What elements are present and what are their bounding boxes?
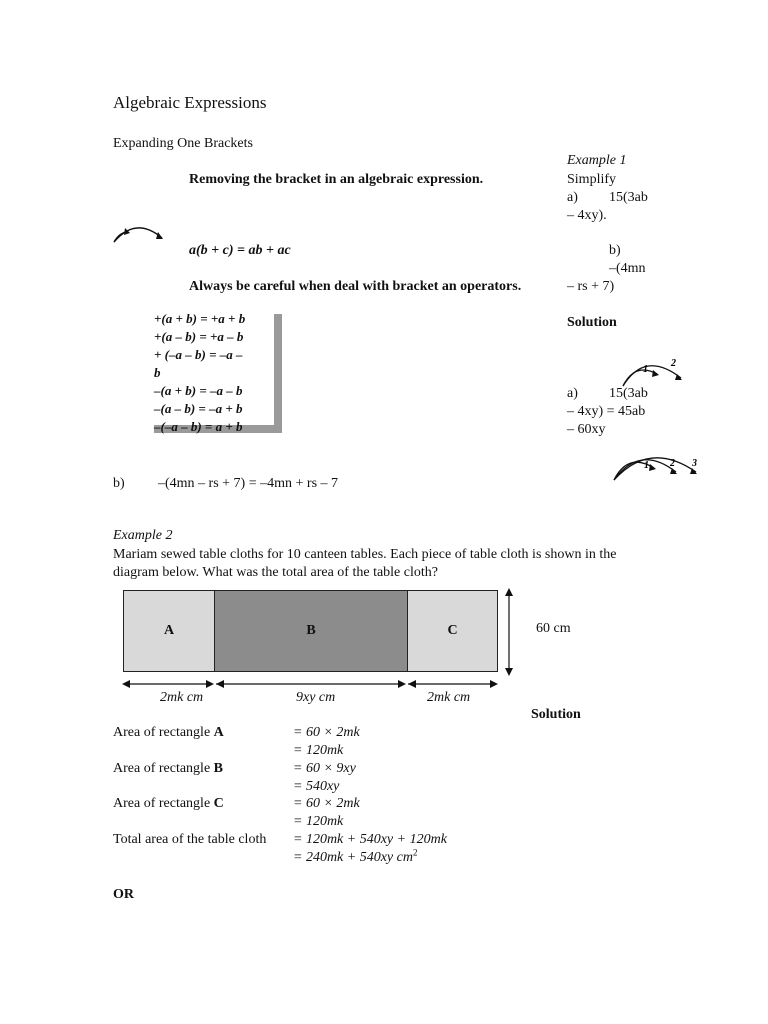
rectangle-c — [407, 590, 498, 672]
arc-number: 3 — [692, 458, 697, 469]
height-label: 60 cm — [536, 621, 571, 636]
sign-rule: +(a + b) = +a + b — [154, 311, 246, 326]
expansion-arc-icon — [108, 218, 170, 250]
area-row-line1: = 60 × 2mk — [293, 725, 360, 740]
rectangle-c-label: C — [447, 623, 458, 638]
example1-part-b-expr: –(4mn — [609, 261, 646, 276]
sign-rule: –(a – b) = –a + b — [154, 401, 243, 416]
example2-label: Example 2 — [113, 528, 173, 543]
rectangle-a-label: A — [163, 623, 175, 638]
area-row-line1: = 60 × 9xy — [293, 761, 356, 776]
rectangle-a — [123, 590, 215, 672]
area-row-label: Area of rectangle C — [113, 796, 224, 811]
sign-rule: +(a – b) = +a – b — [154, 329, 244, 344]
sign-rule: –(–a – b) = a + b — [154, 419, 243, 434]
example1-part-a-expr-cont: – 4xy). — [567, 208, 607, 223]
example1-part-b-label: b) — [609, 243, 621, 258]
example1-sol-b-expr: –(4mn – rs + 7) = –4mn + rs – 7 — [158, 476, 339, 491]
sign-rule: b — [154, 365, 161, 380]
width-label-c: 2mk cm — [427, 690, 471, 705]
width-label-b: 9xy cm — [296, 690, 336, 705]
sign-rules-box — [154, 310, 274, 434]
example1-sol-a-label: a) — [567, 386, 578, 401]
area-row-line1: = 60 × 2mk — [293, 796, 360, 811]
caution-text: Always be careful when deal with bracket an operators. — [189, 279, 522, 294]
expansion-arcs-b-icon — [610, 450, 702, 482]
rule-heading: Removing the bracket in an algebraic expression. — [189, 172, 484, 187]
example1-label: Example 1 — [567, 153, 627, 168]
section-subtitle: Expanding One Brackets — [113, 136, 253, 151]
example1-instruction: Simplify — [567, 172, 617, 187]
example1-part-a-expr: 15(3ab — [609, 190, 648, 205]
example2-problem-line1: Mariam sewed table cloths for 10 canteen tables. Each piece of table cloth is shown in the — [113, 547, 617, 562]
area-row-line2: = 540xy — [293, 779, 340, 794]
example1-part-a-label: a) — [567, 190, 578, 205]
example2-problem-line2: diagram below. What was the total area of the table cloth? — [113, 565, 438, 580]
example1-sol-a-result: – 60xy — [567, 422, 606, 437]
arc-number: 2 — [670, 458, 675, 469]
rectangle-b-label: B — [306, 623, 316, 638]
example1-solution-label: Solution — [567, 315, 617, 330]
sign-rule: –(a + b) = –a – b — [154, 383, 243, 398]
example1-sol-a-expr-cont: – 4xy) = 45ab — [567, 404, 646, 419]
total-area-line2: = 240mk + 540xy $cm^2$ — [293, 847, 418, 865]
example1-sol-a-expr: 15(3ab — [609, 386, 648, 401]
or-label: OR — [113, 887, 134, 902]
rule-formula: a(b + c) = ab + ac — [189, 243, 291, 258]
sign-rule: + (–a – b) = –a – — [154, 347, 243, 362]
example2-solution-label: Solution — [531, 707, 581, 722]
arc-number: 1 — [643, 364, 648, 375]
width-label-a: 2mk cm — [160, 690, 204, 705]
height-arrow-icon — [500, 588, 520, 676]
area-row-line2: = 120mk — [293, 743, 344, 758]
total-area-line1: = 120mk + 540xy + 120mk — [293, 832, 447, 847]
rectangle-b — [214, 590, 408, 672]
arc-number: 1 — [644, 460, 649, 471]
total-area-label: Total area of the table cloth — [113, 832, 267, 847]
area-row-label: Area of rectangle B — [113, 761, 224, 776]
example1-part-b-expr-cont: – rs + 7) — [567, 279, 615, 294]
box-shadow-right — [274, 314, 282, 433]
area-row-line2: = 120mk — [293, 814, 344, 829]
expansion-arcs-a-icon — [615, 354, 687, 388]
arc-number: 2 — [671, 358, 676, 369]
page-title: Algebraic Expressions — [113, 93, 267, 112]
example1-sol-b-label: b) — [113, 476, 125, 491]
area-row-label: Area of rectangle A — [113, 725, 224, 740]
